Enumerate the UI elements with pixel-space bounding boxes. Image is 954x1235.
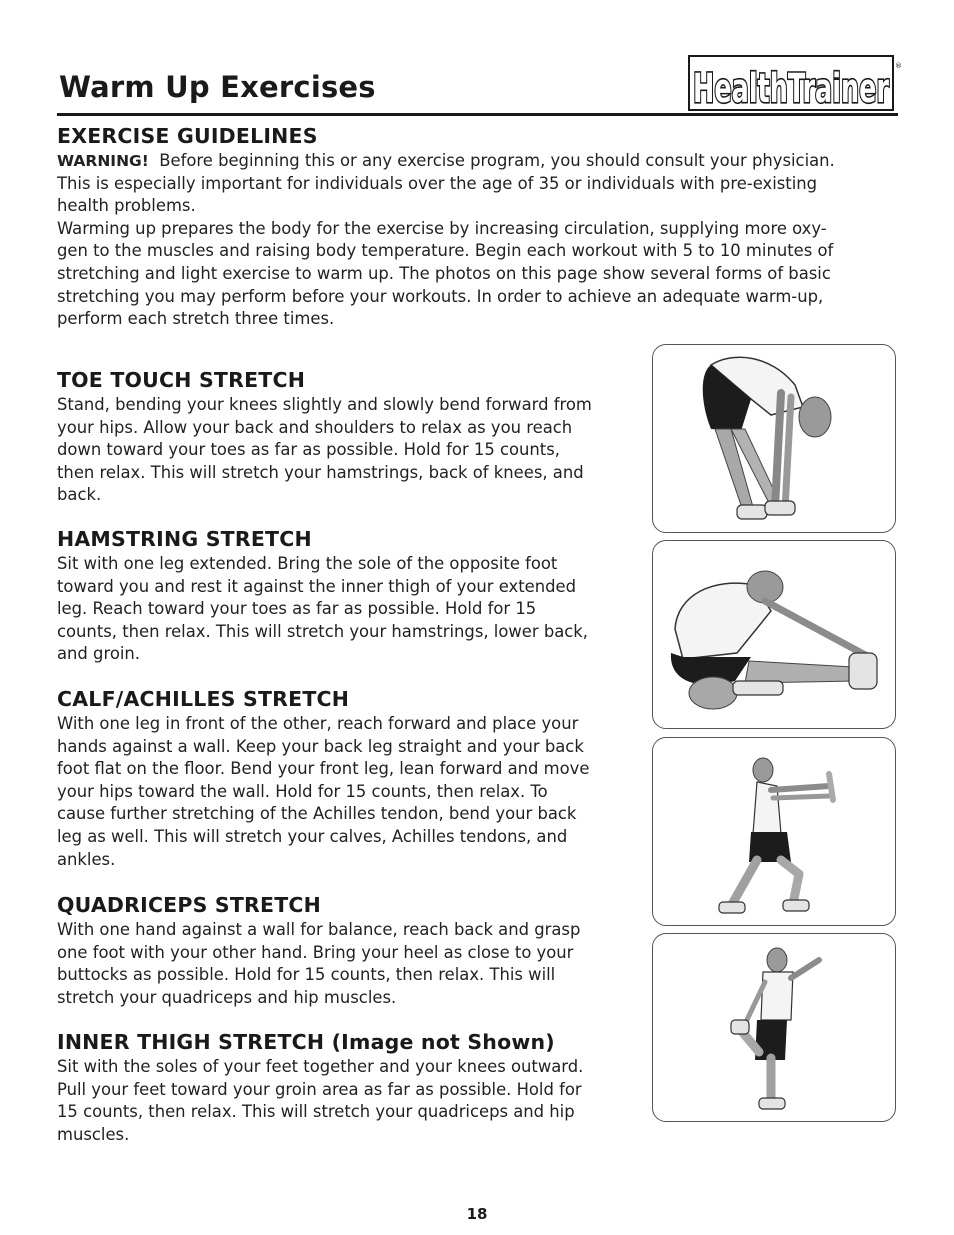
toe-touch-text: Stand, bending your knees slightly and slowly bend forward from your hips. Allow your back and shoulders to relax as you reach down toward your toes as far as possible. Hold for 15 counts, then relax. This will stretch your hamstrings, back of knees, and back. [57,395,592,505]
guidelines-warning [57,150,835,331]
page-number: 18 [466,1205,488,1223]
calf-achilles-photo [652,737,896,926]
svg-text:HealthTrainer: HealthTrainer [693,66,890,112]
hamstring-heading: HAMSTRING STRETCH [57,527,312,551]
inner-thigh-heading: INNER THIGH STRETCH (Image not Shown) [57,1030,555,1054]
warmup-line: gen to the muscles and raising body temperature. Begin each workout with 5 to 10 minutes of [57,241,834,261]
hamstring-photo [652,540,896,729]
warmup-line: stretching and light exercise to warm up. The photos on this page show several forms of basic [57,263,831,283]
warmup-line: Warming up prepares the body for the exercise by increasing circulation, supplying more oxy- [57,218,827,238]
warning-line: health problems. [57,196,196,216]
warmup-line: stretching you may perform before your workouts. In order to achieve an adequate warm-up, [57,286,824,306]
inner-thigh-text: Sit with the soles of your feet together and your knees outward. Pull your feet toward your groin area as far as possible. Hold for 15 counts, then relax. This will stretch your quadriceps and hip muscles. [57,1057,584,1144]
svg-text:®: ® [895,62,902,70]
toe-touch-photo [652,344,896,533]
quadriceps-photo [652,933,896,1122]
calf-achilles-heading: CALF/ACHILLES STRETCH [57,687,350,711]
guidelines-heading: EXERCISE GUIDELINES [57,124,318,148]
warning-line: This is especially important for individuals over the age of 35 or individuals with pre-existing [57,173,818,193]
hamstring-text: Sit with one leg extended. Bring the sole of the opposite foot toward you and rest it against the inner thigh of your extended leg. Reach toward your toes as far as possible. Hold for 15 counts, then relax. This will stretch your hamstrings, lower back, and groin. [57,554,588,664]
toe-touch-heading: TOE TOUCH STRETCH [57,368,306,392]
warning-line: Before beginning this or any exercise program, you should consult your physician. [159,151,835,170]
calf-achilles-text: With one leg in front of the other, reach forward and place your hands against a wall. Keep your back leg straight and your back foot flat on the floor. Bend your front leg, lean forward and move your hips toward the wall. Hold for 15 counts, then relax. To cause further stretching of the Achilles tendon, bend your back leg as well. This will stretch your calves, Achilles tendons, and ankles. [57,714,590,869]
quadriceps-heading: QUADRICEPS STRETCH [57,893,322,917]
quadriceps-text: With one hand against a wall for balance, reach back and grasp one foot with your other hand. Bring your heel as close to your buttocks as possible. Hold for 15 counts, then relax. This will stretch your quadriceps and hip muscles. [57,920,581,1007]
header-rule [57,113,898,116]
healthtrainer-logo [688,52,900,114]
warmup-line: perform each stretch three times. [57,309,335,329]
warning-label: WARNING! [57,152,149,170]
page-title: Warm Up Exercises [59,70,376,104]
